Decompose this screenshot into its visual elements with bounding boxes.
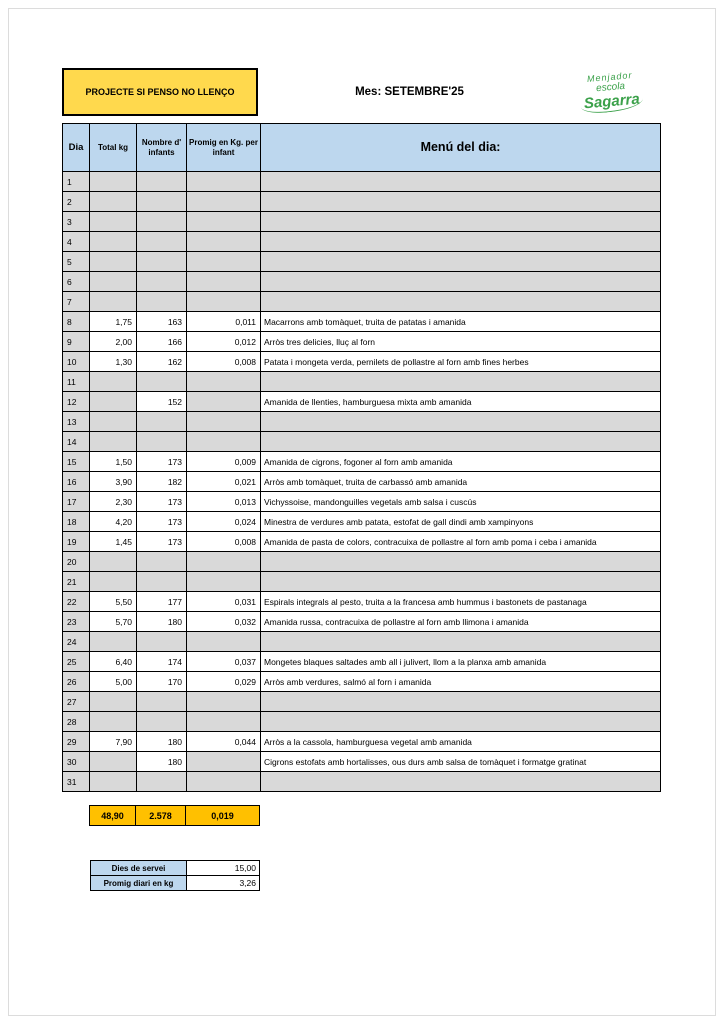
header-cell-promig: Promig en Kg. per infant bbox=[187, 124, 261, 172]
cell-total-kg bbox=[90, 192, 137, 212]
cell-promig: 0,012 bbox=[187, 332, 261, 352]
cell-menu bbox=[261, 192, 661, 212]
cell-menu: Arròs a la cassola, hamburguesa vegetal amb amanida bbox=[261, 732, 661, 752]
table-row bbox=[63, 332, 661, 352]
table-row bbox=[63, 532, 661, 552]
cell-promig: 0,024 bbox=[187, 512, 261, 532]
cell-promig bbox=[187, 392, 261, 412]
table-row bbox=[63, 432, 661, 452]
cell-dia: 11 bbox=[63, 372, 90, 392]
logo-text-menjador: Menjador bbox=[586, 69, 633, 84]
summary-label-dies-de-servei: Dies de servei bbox=[91, 861, 187, 876]
summary-table bbox=[90, 860, 260, 891]
school-logo bbox=[559, 64, 663, 121]
cell-infants bbox=[137, 252, 187, 272]
cell-dia: 20 bbox=[63, 552, 90, 572]
cell-infants: 180 bbox=[137, 732, 187, 752]
cell-promig bbox=[187, 692, 261, 712]
cell-total-kg bbox=[90, 772, 137, 792]
cell-promig: 0,031 bbox=[187, 592, 261, 612]
project-title: PROJECTE SI PENSO NO LLENÇO bbox=[85, 87, 235, 97]
cell-promig bbox=[187, 412, 261, 432]
cell-total-kg: 7,90 bbox=[90, 732, 137, 752]
cell-dia: 2 bbox=[63, 192, 90, 212]
table-row bbox=[63, 312, 661, 332]
cell-menu: Espirals integrals al pesto, truita a la francesa amb hummus i bastonets de pastanaga bbox=[261, 592, 661, 612]
table-row bbox=[63, 232, 661, 252]
table-row bbox=[63, 272, 661, 292]
cell-promig bbox=[187, 572, 261, 592]
cell-promig: 0,008 bbox=[187, 352, 261, 372]
cell-menu bbox=[261, 572, 661, 592]
cell-promig bbox=[187, 432, 261, 452]
cell-dia: 1 bbox=[63, 172, 90, 192]
cell-promig bbox=[187, 212, 261, 232]
cell-menu: Patata i mongeta verda, pernilets de pollastre al forn amb fines herbes bbox=[261, 352, 661, 372]
cell-dia: 3 bbox=[63, 212, 90, 232]
cell-promig: 0,021 bbox=[187, 472, 261, 492]
cell-dia: 26 bbox=[63, 672, 90, 692]
cell-menu: Minestra de verdures amb patata, estofat de gall dindi amb xampinyons bbox=[261, 512, 661, 532]
cell-total-kg: 1,50 bbox=[90, 452, 137, 472]
table-row bbox=[63, 392, 661, 412]
table-body bbox=[63, 172, 661, 792]
cell-total-kg bbox=[90, 752, 137, 772]
cell-infants: 173 bbox=[137, 532, 187, 552]
totals-dia-spacer bbox=[62, 805, 89, 826]
cell-total-kg: 6,40 bbox=[90, 652, 137, 672]
summary-label-promig-diari: Promig diari en kg bbox=[91, 876, 187, 891]
project-title-box bbox=[62, 68, 258, 116]
table-row bbox=[63, 732, 661, 752]
cell-infants: 163 bbox=[137, 312, 187, 332]
cell-menu: Arròs amb tomàquet, truita de carbassó amb amanida bbox=[261, 472, 661, 492]
cell-menu: Amanida de pasta de colors, contracuixa de pollastre al forn amb poma i ceba i amanida bbox=[261, 532, 661, 552]
cell-dia: 24 bbox=[63, 632, 90, 652]
cell-promig bbox=[187, 552, 261, 572]
cell-total-kg bbox=[90, 552, 137, 572]
cell-total-kg bbox=[90, 712, 137, 732]
table-row bbox=[63, 252, 661, 272]
cell-menu bbox=[261, 252, 661, 272]
table-row bbox=[63, 752, 661, 772]
table-row bbox=[63, 172, 661, 192]
infants-sum: 2.578 bbox=[136, 805, 186, 826]
cell-menu: Macarrons amb tomàquet, truita de patatas i amanida bbox=[261, 312, 661, 332]
cell-menu: Amanida de llenties, hamburguesa mixta amb amanida bbox=[261, 392, 661, 412]
cell-dia: 8 bbox=[63, 312, 90, 332]
top-band bbox=[62, 68, 661, 116]
cell-dia: 7 bbox=[63, 292, 90, 312]
cell-promig: 0,029 bbox=[187, 672, 261, 692]
table-row bbox=[63, 412, 661, 432]
cell-promig bbox=[187, 272, 261, 292]
cell-promig bbox=[187, 252, 261, 272]
cell-infants: 173 bbox=[137, 492, 187, 512]
totals-row bbox=[62, 805, 661, 826]
cell-infants: 152 bbox=[137, 392, 187, 412]
cell-menu bbox=[261, 272, 661, 292]
cell-promig bbox=[187, 372, 261, 392]
cell-menu bbox=[261, 772, 661, 792]
cell-dia: 17 bbox=[63, 492, 90, 512]
cell-dia: 28 bbox=[63, 712, 90, 732]
cell-menu bbox=[261, 212, 661, 232]
cell-total-kg bbox=[90, 372, 137, 392]
header-cell-total-kg: Total kg bbox=[90, 124, 137, 172]
cell-menu: Mongetes blaques saltades amb all i julivert, llom a la planxa amb amanida bbox=[261, 652, 661, 672]
month-label: Mes: SETEMBRE'25 bbox=[355, 86, 464, 98]
table-row bbox=[63, 452, 661, 472]
cell-dia: 18 bbox=[63, 512, 90, 532]
cell-total-kg: 5,50 bbox=[90, 592, 137, 612]
table-row bbox=[63, 472, 661, 492]
cell-total-kg: 1,30 bbox=[90, 352, 137, 372]
cell-menu: Amanida russa, contracuixa de pollastre al forn amb llimona i amanida bbox=[261, 612, 661, 632]
logo-text-sagarra: Sagarra bbox=[580, 91, 643, 114]
cell-total-kg: 2,00 bbox=[90, 332, 137, 352]
cell-menu: Amanida de cigrons, fogoner al forn amb amanida bbox=[261, 452, 661, 472]
cell-infants: 180 bbox=[137, 752, 187, 772]
cell-infants bbox=[137, 192, 187, 212]
cell-infants: 166 bbox=[137, 332, 187, 352]
cell-promig bbox=[187, 712, 261, 732]
cell-dia: 6 bbox=[63, 272, 90, 292]
table-row bbox=[63, 572, 661, 592]
cell-menu bbox=[261, 712, 661, 732]
table-row bbox=[63, 612, 661, 632]
cell-promig bbox=[187, 192, 261, 212]
logo-text-escola: escola bbox=[595, 80, 626, 94]
cell-menu bbox=[261, 292, 661, 312]
cell-dia: 15 bbox=[63, 452, 90, 472]
cell-promig bbox=[187, 172, 261, 192]
cell-dia: 12 bbox=[63, 392, 90, 412]
summary-row bbox=[91, 861, 260, 876]
cell-menu bbox=[261, 372, 661, 392]
header-cell-infants: Nombre d' infants bbox=[137, 124, 187, 172]
table-row bbox=[63, 592, 661, 612]
cell-infants: 182 bbox=[137, 472, 187, 492]
cell-dia: 10 bbox=[63, 352, 90, 372]
cell-infants: 174 bbox=[137, 652, 187, 672]
table-header bbox=[63, 124, 661, 172]
cell-dia: 27 bbox=[63, 692, 90, 712]
table-row bbox=[63, 652, 661, 672]
cell-promig: 0,008 bbox=[187, 532, 261, 552]
summary-value-dies-de-servei: 15,00 bbox=[187, 861, 260, 876]
cell-infants bbox=[137, 272, 187, 292]
cell-menu: Vichyssoise, mandonguilles vegetals amb salsa i cuscús bbox=[261, 492, 661, 512]
sheet-page bbox=[62, 68, 661, 891]
cell-infants bbox=[137, 772, 187, 792]
table-row bbox=[63, 552, 661, 572]
cell-infants bbox=[137, 412, 187, 432]
cell-dia: 30 bbox=[63, 752, 90, 772]
cell-dia: 22 bbox=[63, 592, 90, 612]
summary-value-promig-diari: 3,26 bbox=[187, 876, 260, 891]
table-row bbox=[63, 212, 661, 232]
cell-promig bbox=[187, 232, 261, 252]
cell-total-kg: 5,00 bbox=[90, 672, 137, 692]
table-row bbox=[63, 352, 661, 372]
cell-infants bbox=[137, 292, 187, 312]
table-row bbox=[63, 672, 661, 692]
cell-infants bbox=[137, 632, 187, 652]
cell-infants: 170 bbox=[137, 672, 187, 692]
cell-total-kg bbox=[90, 172, 137, 192]
table-row bbox=[63, 712, 661, 732]
menu-table bbox=[62, 123, 661, 792]
cell-total-kg: 2,30 bbox=[90, 492, 137, 512]
cell-promig bbox=[187, 632, 261, 652]
cell-total-kg: 3,90 bbox=[90, 472, 137, 492]
table-row bbox=[63, 372, 661, 392]
cell-infants bbox=[137, 692, 187, 712]
cell-total-kg bbox=[90, 632, 137, 652]
cell-menu bbox=[261, 172, 661, 192]
cell-infants bbox=[137, 372, 187, 392]
cell-infants bbox=[137, 212, 187, 232]
cell-dia: 5 bbox=[63, 252, 90, 272]
cell-total-kg bbox=[90, 692, 137, 712]
cell-total-kg bbox=[90, 292, 137, 312]
cell-infants: 173 bbox=[137, 452, 187, 472]
totals-menu-spacer bbox=[260, 805, 660, 826]
table-row bbox=[63, 492, 661, 512]
cell-dia: 9 bbox=[63, 332, 90, 352]
cell-promig: 0,011 bbox=[187, 312, 261, 332]
cell-dia: 16 bbox=[63, 472, 90, 492]
header-cell-dia: Dia bbox=[63, 124, 90, 172]
cell-infants: 162 bbox=[137, 352, 187, 372]
cell-promig bbox=[187, 752, 261, 772]
cell-infants bbox=[137, 712, 187, 732]
cell-dia: 25 bbox=[63, 652, 90, 672]
cell-total-kg: 5,70 bbox=[90, 612, 137, 632]
cell-infants bbox=[137, 572, 187, 592]
cell-infants bbox=[137, 172, 187, 192]
promig-sum: 0,019 bbox=[186, 805, 260, 826]
cell-dia: 13 bbox=[63, 412, 90, 432]
cell-total-kg bbox=[90, 392, 137, 412]
table-row bbox=[63, 292, 661, 312]
table-row bbox=[63, 192, 661, 212]
cell-dia: 23 bbox=[63, 612, 90, 632]
cell-promig: 0,044 bbox=[187, 732, 261, 752]
cell-total-kg bbox=[90, 212, 137, 232]
table-row bbox=[63, 632, 661, 652]
cell-menu bbox=[261, 432, 661, 452]
cell-promig: 0,037 bbox=[187, 652, 261, 672]
cell-promig bbox=[187, 772, 261, 792]
cell-infants: 177 bbox=[137, 592, 187, 612]
cell-dia: 4 bbox=[63, 232, 90, 252]
table-row bbox=[63, 692, 661, 712]
table-row bbox=[63, 512, 661, 532]
cell-menu: Arròs amb verdures, salmó al forn i amanida bbox=[261, 672, 661, 692]
table-row bbox=[63, 772, 661, 792]
cell-menu bbox=[261, 232, 661, 252]
cell-infants: 173 bbox=[137, 512, 187, 532]
cell-menu bbox=[261, 632, 661, 652]
cell-total-kg: 4,20 bbox=[90, 512, 137, 532]
cell-dia: 31 bbox=[63, 772, 90, 792]
cell-menu bbox=[261, 412, 661, 432]
cell-infants bbox=[137, 432, 187, 452]
cell-dia: 29 bbox=[63, 732, 90, 752]
cell-menu bbox=[261, 692, 661, 712]
cell-total-kg: 1,45 bbox=[90, 532, 137, 552]
cell-infants bbox=[137, 232, 187, 252]
cell-promig: 0,013 bbox=[187, 492, 261, 512]
cell-total-kg bbox=[90, 432, 137, 452]
cell-menu: Cigrons estofats amb hortalisses, ous durs amb salsa de tomàquet i formatge gratinat bbox=[261, 752, 661, 772]
cell-total-kg bbox=[90, 572, 137, 592]
cell-menu bbox=[261, 552, 661, 572]
cell-dia: 21 bbox=[63, 572, 90, 592]
cell-total-kg bbox=[90, 412, 137, 432]
total-kg-sum: 48,90 bbox=[89, 805, 136, 826]
header-cell-menu: Menú del dia: bbox=[261, 124, 661, 172]
cell-infants bbox=[137, 552, 187, 572]
cell-menu: Arròs tres delicies, lluç al forn bbox=[261, 332, 661, 352]
cell-promig: 0,009 bbox=[187, 452, 261, 472]
cell-dia: 19 bbox=[63, 532, 90, 552]
cell-total-kg bbox=[90, 232, 137, 252]
summary-row bbox=[91, 876, 260, 891]
cell-promig: 0,032 bbox=[187, 612, 261, 632]
cell-total-kg bbox=[90, 252, 137, 272]
cell-infants: 180 bbox=[137, 612, 187, 632]
cell-promig bbox=[187, 292, 261, 312]
cell-total-kg bbox=[90, 272, 137, 292]
cell-dia: 14 bbox=[63, 432, 90, 452]
cell-total-kg: 1,75 bbox=[90, 312, 137, 332]
